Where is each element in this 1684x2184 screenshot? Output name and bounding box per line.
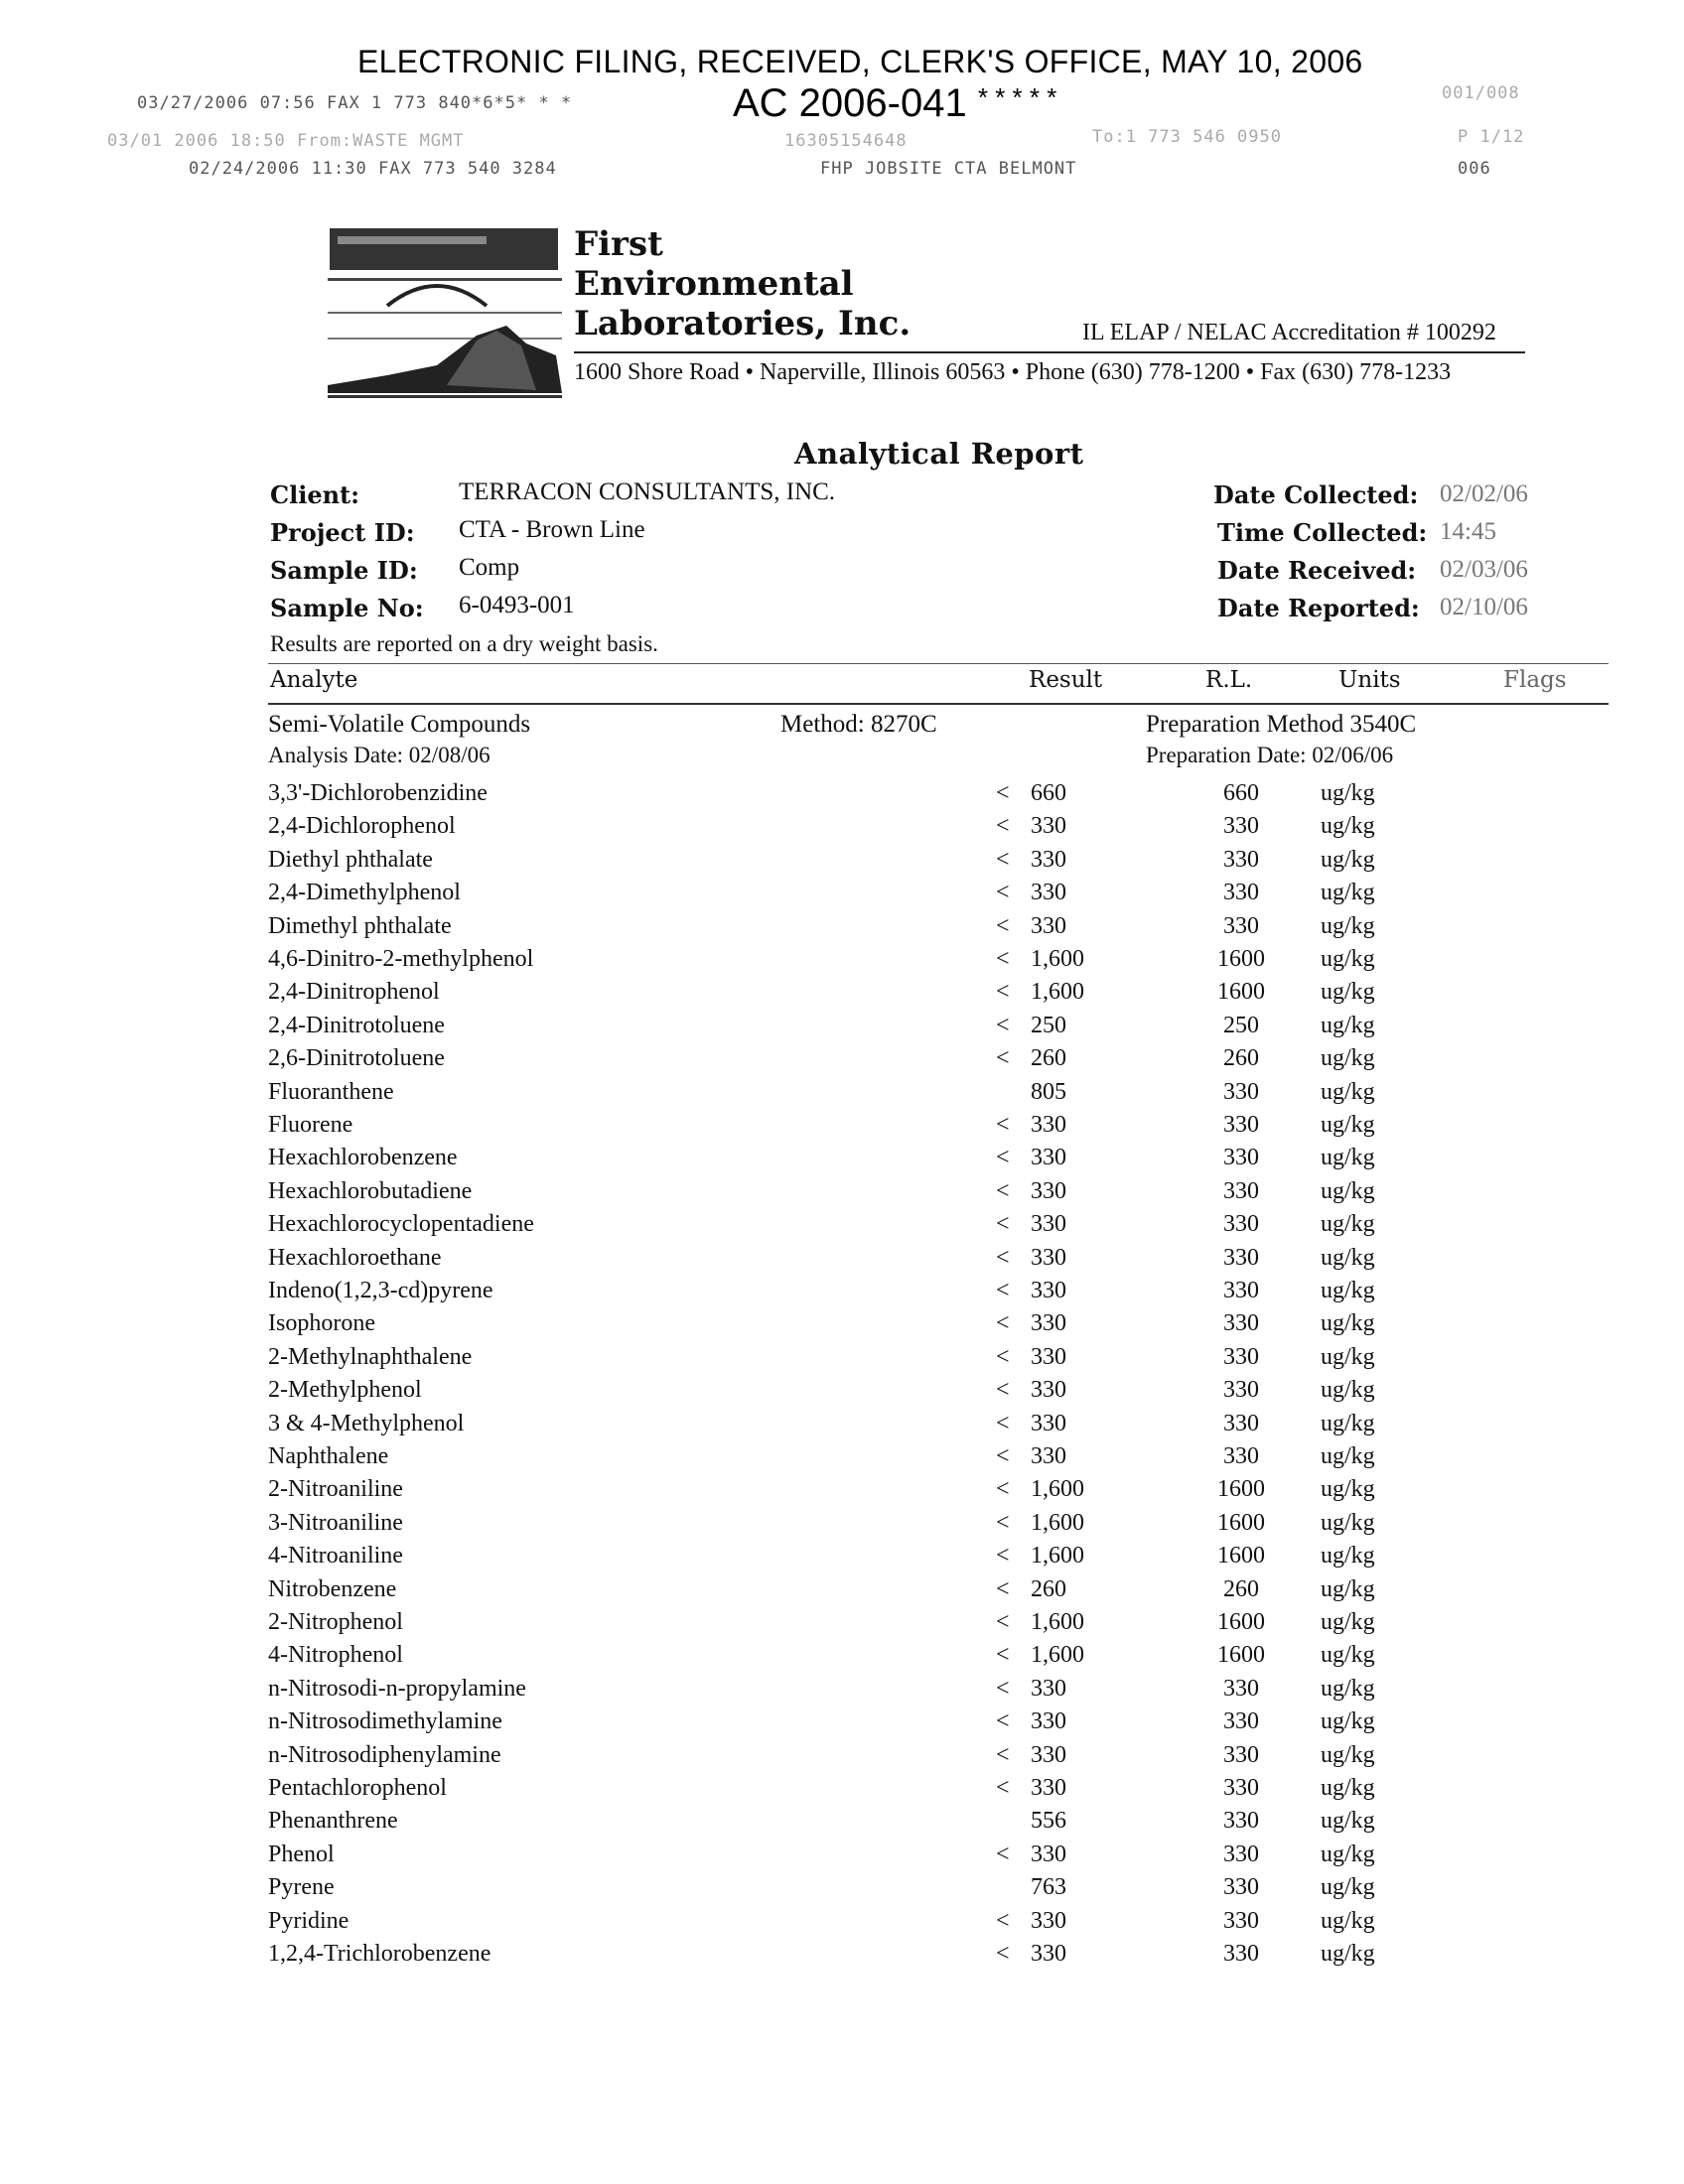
result-cell: 330 xyxy=(1031,1775,1066,1801)
rl-cell: 260 xyxy=(1223,1045,1259,1072)
rl-cell: 330 xyxy=(1223,1078,1259,1105)
table-row xyxy=(0,1245,1684,1278)
units-cell: ug/kg xyxy=(1321,1609,1375,1635)
sample-id-label: Sample ID: xyxy=(270,556,418,585)
accreditation: IL ELAP / NELAC Accreditation # 100292 xyxy=(1082,320,1496,345)
company-address: 1600 Shore Road • Naperville, Illinois 60563 • Phone (630) 778-1200 • Fax (630) 778-1233 xyxy=(574,359,1452,385)
section-prep-method: Preparation Method 3540C xyxy=(1146,711,1417,738)
rl-cell: 330 xyxy=(1223,1112,1259,1138)
result-cell: 1,600 xyxy=(1031,979,1084,1006)
units-cell: ug/kg xyxy=(1321,946,1375,972)
qualifier-cell: < xyxy=(996,1841,1010,1867)
analyte-cell: n-Nitrosodi-n-propylamine xyxy=(268,1675,526,1702)
qualifier-cell: < xyxy=(996,1609,1010,1635)
fax-header-line-3: 02/24/2006 11:30 FAX 773 540 3284 xyxy=(189,159,557,179)
units-cell: ug/kg xyxy=(1321,1278,1375,1303)
analyte-cell: n-Nitrosodiphenylamine xyxy=(268,1741,501,1768)
rl-cell: 260 xyxy=(1223,1575,1259,1602)
result-cell: 330 xyxy=(1031,1410,1066,1436)
table-row xyxy=(0,1941,1684,1974)
analyte-cell: Fluoranthene xyxy=(268,1078,394,1105)
table-row xyxy=(0,880,1684,912)
rl-cell: 1600 xyxy=(1217,1476,1265,1503)
time-collected-value: 14:45 xyxy=(1440,518,1496,545)
rl-cell: 1600 xyxy=(1217,1609,1265,1635)
table-row xyxy=(0,1377,1684,1410)
result-cell: 330 xyxy=(1031,1675,1066,1702)
analyte-cell: 4-Nitrophenol xyxy=(268,1642,403,1669)
units-cell: ug/kg xyxy=(1321,1808,1375,1835)
table-row xyxy=(0,1013,1684,1045)
rl-cell: 330 xyxy=(1223,1278,1259,1303)
fax-page-2: P 1/12 xyxy=(1458,127,1525,147)
table-row xyxy=(0,1278,1684,1310)
rl-cell: 1600 xyxy=(1217,979,1265,1006)
table-row xyxy=(0,1310,1684,1343)
project-id-value: CTA - Brown Line xyxy=(459,516,645,543)
qualifier-cell: < xyxy=(996,1211,1010,1238)
units-cell: ug/kg xyxy=(1321,1476,1375,1503)
units-cell: ug/kg xyxy=(1321,846,1375,873)
qualifier-cell: < xyxy=(996,1244,1010,1271)
analyte-cell: Naphthalene xyxy=(268,1443,389,1469)
units-cell: ug/kg xyxy=(1321,1708,1375,1735)
table-row xyxy=(0,1145,1684,1177)
units-cell: ug/kg xyxy=(1321,780,1375,806)
fax-header-line-1: 03/27/2006 07:56 FAX 1 773 840*6*5* * * xyxy=(137,93,573,113)
rl-cell: 330 xyxy=(1223,1741,1259,1768)
analyte-cell: 4,6-Dinitro-2-methylphenol xyxy=(268,946,534,972)
units-cell: ug/kg xyxy=(1321,1410,1375,1436)
table-row xyxy=(0,1808,1684,1841)
table-row xyxy=(0,1045,1684,1078)
analyte-cell: Hexachloroethane xyxy=(268,1244,442,1271)
table-row xyxy=(0,1543,1684,1575)
units-cell: ug/kg xyxy=(1321,1443,1375,1469)
units-cell: ug/kg xyxy=(1321,1244,1375,1271)
analyte-cell: Fluorene xyxy=(268,1112,353,1138)
analyte-cell: Hexachlorobenzene xyxy=(268,1145,458,1171)
qualifier-cell: < xyxy=(996,1642,1010,1669)
table-row xyxy=(0,1874,1684,1907)
units-cell: ug/kg xyxy=(1321,1741,1375,1768)
qualifier-cell: < xyxy=(996,846,1010,873)
date-collected-value: 02/02/06 xyxy=(1440,480,1528,507)
qualifier-cell: < xyxy=(996,1310,1010,1337)
units-cell: ug/kg xyxy=(1321,1145,1375,1171)
rl-cell: 330 xyxy=(1223,1410,1259,1436)
result-cell: 330 xyxy=(1031,1841,1066,1867)
table-row xyxy=(0,1443,1684,1476)
analyte-cell: 2-Nitrophenol xyxy=(268,1609,403,1635)
units-cell: ug/kg xyxy=(1321,1045,1375,1072)
rl-cell: 330 xyxy=(1223,1675,1259,1702)
result-cell: 1,600 xyxy=(1031,1476,1084,1503)
section-prep-date: Preparation Date: 02/06/06 xyxy=(1146,743,1394,767)
project-id-label: Project ID: xyxy=(270,518,415,547)
analyte-cell: 2-Methylphenol xyxy=(268,1377,422,1404)
section-name: Semi-Volatile Compounds xyxy=(268,711,531,738)
table-row xyxy=(0,1775,1684,1808)
qualifier-cell: < xyxy=(996,1543,1010,1570)
result-cell: 260 xyxy=(1031,1575,1066,1602)
qualifier-cell: < xyxy=(996,946,1010,972)
result-cell: 330 xyxy=(1031,813,1066,840)
qualifier-cell: < xyxy=(996,1775,1010,1801)
result-cell: 330 xyxy=(1031,1343,1066,1370)
header-rule xyxy=(574,351,1525,353)
units-cell: ug/kg xyxy=(1321,1310,1375,1337)
table-header-rule xyxy=(268,703,1609,705)
result-cell: 763 xyxy=(1031,1874,1066,1901)
qualifier-cell: < xyxy=(996,813,1010,840)
table-row xyxy=(0,1211,1684,1244)
units-cell: ug/kg xyxy=(1321,813,1375,840)
analyte-cell: Pentachlorophenol xyxy=(268,1775,447,1801)
table-row xyxy=(0,1576,1684,1609)
rl-cell: 660 xyxy=(1223,780,1259,806)
analyte-cell: Diethyl phthalate xyxy=(268,846,433,873)
table-row xyxy=(0,780,1684,813)
table-row xyxy=(0,913,1684,946)
date-collected-label: Date Collected: xyxy=(1213,480,1419,509)
date-reported-value: 02/10/06 xyxy=(1440,594,1528,620)
units-cell: ug/kg xyxy=(1321,1012,1375,1038)
qualifier-cell: < xyxy=(996,1509,1010,1536)
table-row xyxy=(0,1178,1684,1211)
date-received-value: 02/03/06 xyxy=(1440,556,1528,583)
rl-cell: 1600 xyxy=(1217,946,1265,972)
rl-cell: 330 xyxy=(1223,1244,1259,1271)
document-id-text: AC 2006-041 xyxy=(733,81,967,125)
units-cell: ug/kg xyxy=(1321,1343,1375,1370)
table-row xyxy=(0,1908,1684,1941)
units-cell: ug/kg xyxy=(1321,1874,1375,1901)
analyte-cell: 4-Nitroaniline xyxy=(268,1543,403,1570)
client-value: TERRACON CONSULTANTS, INC. xyxy=(459,478,836,505)
result-cell: 330 xyxy=(1031,1310,1066,1337)
rl-cell: 1600 xyxy=(1217,1509,1265,1536)
analyte-cell: 2,4-Dichlorophenol xyxy=(268,813,456,840)
result-cell: 330 xyxy=(1031,1377,1066,1404)
rl-cell: 250 xyxy=(1223,1012,1259,1038)
analyte-cell: 2,6-Dinitrotoluene xyxy=(268,1045,445,1072)
analyte-cell: 2,4-Dinitrophenol xyxy=(268,979,440,1006)
result-cell: 330 xyxy=(1031,1112,1066,1138)
sample-no-value: 6-0493-001 xyxy=(459,592,575,618)
table-row xyxy=(0,847,1684,880)
analyte-cell: n-Nitrosodimethylamine xyxy=(268,1708,502,1735)
analyte-cell: 3 & 4-Methylphenol xyxy=(268,1410,465,1436)
table-row xyxy=(0,1510,1684,1543)
document-id-stars: * * * * * xyxy=(977,82,1057,112)
qualifier-cell: < xyxy=(996,1112,1010,1138)
qualifier-cell: < xyxy=(996,1443,1010,1469)
company-logo xyxy=(328,226,566,401)
col-header-analyte: Analyte xyxy=(270,667,358,693)
result-cell: 805 xyxy=(1031,1078,1066,1105)
qualifier-cell: < xyxy=(996,1377,1010,1404)
result-cell: 330 xyxy=(1031,1244,1066,1271)
sample-id-value: Comp xyxy=(459,554,520,581)
section-method: Method: 8270C xyxy=(780,711,937,738)
table-row xyxy=(0,1344,1684,1377)
units-cell: ug/kg xyxy=(1321,1509,1375,1536)
qualifier-cell: < xyxy=(996,1012,1010,1038)
fax-header-line-2-to: To:1 773 546 0950 xyxy=(1092,127,1282,147)
rl-cell: 330 xyxy=(1223,1177,1259,1204)
table-row xyxy=(0,813,1684,846)
table-row xyxy=(0,1708,1684,1741)
result-cell: 330 xyxy=(1031,912,1066,939)
company-name-line-3: Laboratories, Inc. xyxy=(574,304,912,343)
result-cell: 1,600 xyxy=(1031,946,1084,972)
rl-cell: 1600 xyxy=(1217,1543,1265,1570)
result-cell: 660 xyxy=(1031,780,1066,806)
qualifier-cell: < xyxy=(996,1278,1010,1303)
result-cell: 330 xyxy=(1031,1708,1066,1735)
table-row xyxy=(0,1842,1684,1874)
fax-page-1: 001/008 xyxy=(1442,83,1520,103)
qualifier-cell: < xyxy=(996,1708,1010,1735)
analyte-cell: Pyridine xyxy=(268,1907,350,1934)
analyte-cell: 3-Nitroaniline xyxy=(268,1509,403,1536)
qualifier-cell: < xyxy=(996,1941,1010,1967)
table-row xyxy=(0,1411,1684,1443)
report-title: Analytical Report xyxy=(794,437,1084,471)
rl-cell: 330 xyxy=(1223,1377,1259,1404)
result-cell: 556 xyxy=(1031,1808,1066,1835)
units-cell: ug/kg xyxy=(1321,1941,1375,1967)
analyte-cell: Phenol xyxy=(268,1841,335,1867)
filing-banner: ELECTRONIC FILING, RECEIVED, CLERK'S OFFICE, MAY 10, 2006 xyxy=(357,44,1363,79)
rl-cell: 330 xyxy=(1223,1941,1259,1967)
analyte-cell: Pyrene xyxy=(268,1874,335,1901)
analyte-cell: 2-Methylnaphthalene xyxy=(268,1343,473,1370)
col-header-rl: R.L. xyxy=(1205,667,1253,693)
dry-weight-note: Results are reported on a dry weight basis. xyxy=(270,631,658,656)
units-cell: ug/kg xyxy=(1321,1675,1375,1702)
units-cell: ug/kg xyxy=(1321,1841,1375,1867)
company-name-line-1: First xyxy=(574,224,663,264)
table-row xyxy=(0,1676,1684,1708)
qualifier-cell: < xyxy=(996,1045,1010,1072)
qualifier-cell: < xyxy=(996,1410,1010,1436)
units-cell: ug/kg xyxy=(1321,979,1375,1006)
table-row xyxy=(0,1642,1684,1675)
result-cell: 330 xyxy=(1031,1177,1066,1204)
rl-cell: 330 xyxy=(1223,1907,1259,1934)
rl-cell: 330 xyxy=(1223,1310,1259,1337)
analyte-cell: Nitrobenzene xyxy=(268,1575,397,1602)
rl-cell: 330 xyxy=(1223,880,1259,906)
result-cell: 330 xyxy=(1031,1941,1066,1967)
rl-cell: 330 xyxy=(1223,1343,1259,1370)
table-row xyxy=(0,1112,1684,1145)
table-row xyxy=(0,1742,1684,1775)
qualifier-cell: < xyxy=(996,1476,1010,1503)
units-cell: ug/kg xyxy=(1321,1177,1375,1204)
rl-cell: 1600 xyxy=(1217,1642,1265,1669)
section-analysis-date: Analysis Date: 02/08/06 xyxy=(268,743,491,767)
qualifier-cell: < xyxy=(996,1177,1010,1204)
result-cell: 330 xyxy=(1031,1211,1066,1238)
result-cell: 1,600 xyxy=(1031,1642,1084,1669)
analyte-cell: Isophorone xyxy=(268,1310,375,1337)
rl-cell: 330 xyxy=(1223,1874,1259,1901)
qualifier-cell: < xyxy=(996,1575,1010,1602)
table-row xyxy=(0,1609,1684,1642)
date-received-label: Date Received: xyxy=(1217,556,1417,585)
qualifier-cell: < xyxy=(996,1145,1010,1171)
table-row xyxy=(0,979,1684,1012)
qualifier-cell: < xyxy=(996,1907,1010,1934)
table-top-rule xyxy=(268,663,1609,664)
units-cell: ug/kg xyxy=(1321,1211,1375,1238)
fax-header-line-3-mid: FHP JOBSITE CTA BELMONT xyxy=(820,159,1077,179)
units-cell: ug/kg xyxy=(1321,1377,1375,1404)
rl-cell: 330 xyxy=(1223,1443,1259,1469)
rl-cell: 330 xyxy=(1223,1841,1259,1867)
analyte-cell: Hexachlorobutadiene xyxy=(268,1177,473,1204)
rl-cell: 330 xyxy=(1223,1145,1259,1171)
client-label: Client: xyxy=(270,480,359,509)
result-cell: 330 xyxy=(1031,1278,1066,1303)
rl-cell: 330 xyxy=(1223,1708,1259,1735)
result-cell: 1,600 xyxy=(1031,1609,1084,1635)
units-cell: ug/kg xyxy=(1321,1575,1375,1602)
rl-cell: 330 xyxy=(1223,846,1259,873)
date-reported-label: Date Reported: xyxy=(1217,594,1420,622)
result-cell: 330 xyxy=(1031,880,1066,906)
rl-cell: 330 xyxy=(1223,912,1259,939)
units-cell: ug/kg xyxy=(1321,880,1375,906)
qualifier-cell: < xyxy=(996,979,1010,1006)
fax-page-3: 006 xyxy=(1458,159,1491,179)
result-cell: 330 xyxy=(1031,1145,1066,1171)
rl-cell: 330 xyxy=(1223,1211,1259,1238)
analyte-cell: 2,4-Dinitrotoluene xyxy=(268,1012,445,1038)
units-cell: ug/kg xyxy=(1321,1543,1375,1570)
result-cell: 260 xyxy=(1031,1045,1066,1072)
rl-cell: 330 xyxy=(1223,1775,1259,1801)
analyte-cell: Dimethyl phthalate xyxy=(268,912,452,939)
units-cell: ug/kg xyxy=(1321,1907,1375,1934)
rl-cell: 330 xyxy=(1223,813,1259,840)
document-id xyxy=(733,81,1056,126)
fax-header-line-2-mid: 16305154648 xyxy=(784,131,908,151)
qualifier-cell: < xyxy=(996,1343,1010,1370)
result-cell: 330 xyxy=(1031,1741,1066,1768)
analyte-cell: 1,2,4-Trichlorobenzene xyxy=(268,1941,491,1967)
analyte-cell: 3,3'-Dichlorobenzidine xyxy=(268,780,488,806)
units-cell: ug/kg xyxy=(1321,1112,1375,1138)
result-cell: 330 xyxy=(1031,1907,1066,1934)
analyte-cell: Indeno(1,2,3-cd)pyrene xyxy=(268,1278,493,1303)
qualifier-cell: < xyxy=(996,912,1010,939)
table-row xyxy=(0,1476,1684,1509)
table-row xyxy=(0,1079,1684,1112)
analyte-cell: 2-Nitroaniline xyxy=(268,1476,403,1503)
units-cell: ug/kg xyxy=(1321,1775,1375,1801)
result-cell: 250 xyxy=(1031,1012,1066,1038)
col-header-result: Result xyxy=(1029,667,1103,693)
qualifier-cell: < xyxy=(996,1675,1010,1702)
qualifier-cell: < xyxy=(996,880,1010,906)
result-cell: 1,600 xyxy=(1031,1543,1084,1570)
analyte-cell: Hexachlorocyclopentadiene xyxy=(268,1211,534,1238)
table-row xyxy=(0,946,1684,979)
col-header-flags: Flags xyxy=(1503,667,1567,693)
result-cell: 330 xyxy=(1031,1443,1066,1469)
units-cell: ug/kg xyxy=(1321,1078,1375,1105)
sample-no-label: Sample No: xyxy=(270,594,424,622)
qualifier-cell: < xyxy=(996,780,1010,806)
time-collected-label: Time Collected: xyxy=(1217,518,1428,547)
analyte-cell: Phenanthrene xyxy=(268,1808,398,1835)
result-cell: 330 xyxy=(1031,846,1066,873)
fax-header-line-2: 03/01 2006 18:50 From:WASTE MGMT xyxy=(107,131,465,151)
company-name-line-2: Environmental xyxy=(574,264,854,304)
result-cell: 1,600 xyxy=(1031,1509,1084,1536)
units-cell: ug/kg xyxy=(1321,912,1375,939)
units-cell: ug/kg xyxy=(1321,1642,1375,1669)
qualifier-cell: < xyxy=(996,1741,1010,1768)
col-header-units: Units xyxy=(1338,667,1401,693)
analyte-cell: 2,4-Dimethylphenol xyxy=(268,880,461,906)
rl-cell: 330 xyxy=(1223,1808,1259,1835)
